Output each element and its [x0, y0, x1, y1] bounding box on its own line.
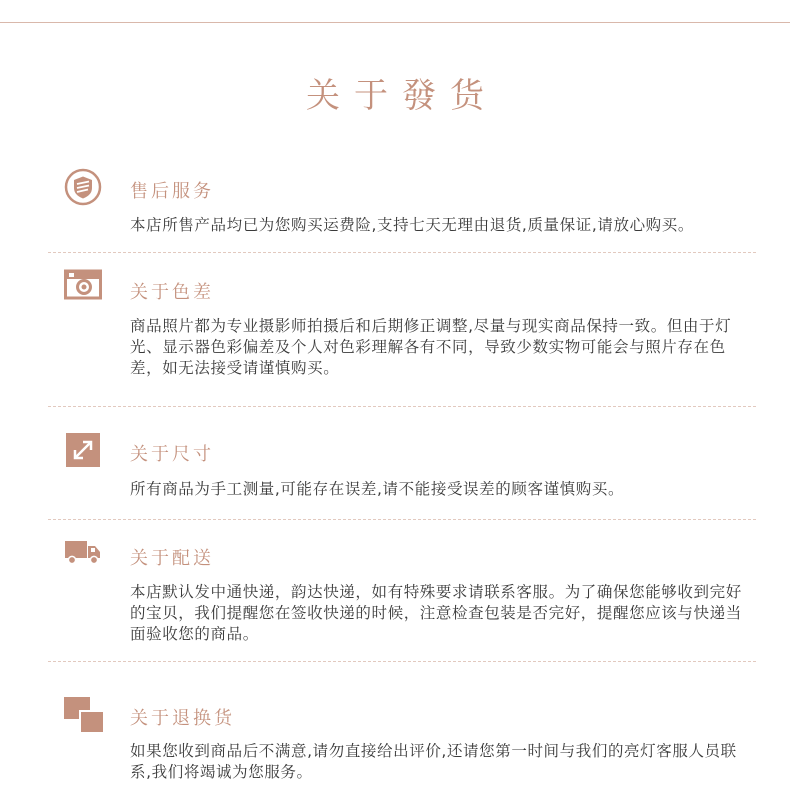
section-title: 关于配送 [130, 548, 214, 569]
truck-icon [65, 540, 101, 566]
section-title: 关于尺寸 [130, 444, 214, 465]
resize-icon [66, 433, 100, 467]
top-rule [0, 22, 790, 23]
section-divider [48, 661, 756, 662]
section-title: 售后服务 [130, 181, 214, 202]
section-divider [48, 252, 756, 253]
section-divider [48, 406, 756, 407]
return-box-icon [63, 696, 105, 734]
section-title: 关于退换货 [130, 708, 235, 729]
section-body: 商品照片都为专业摄影师拍摄后和后期修正调整,尽量与现实商品保持一致。但由于灯光、显示器色彩偏差及个人对色彩理解各有不同，导致少数实物可能会与照片存在色差，如无法接受请谨慎购买。 [130, 317, 732, 377]
camera-icon [64, 268, 102, 300]
page-title: 关于發货 [306, 76, 498, 116]
section-divider [48, 519, 756, 520]
shield-icon [64, 168, 102, 206]
section-body: 本店所售产品均已为您购买运费险,支持七天无理由退货,质量保证,请放心购买。 [130, 216, 694, 234]
section-body: 本店默认发中通快递，韵达快递，如有特殊要求请联系客服。为了确保您能够收到完好的宝贝，我们提醒您在签收快递的时候，注意检查包装是否完好，提醒您应该与快递当面验收您的商品。 [130, 583, 742, 643]
section-title: 关于色差 [130, 282, 214, 303]
section-body: 所有商品为手工测量,可能存在误差,请不能接受误差的顾客谨慎购买。 [130, 480, 625, 498]
section-body: 如果您收到商品后不满意,请勿直接给出评价,还请您第一时间与我们的亮灯客服人员联系,我们将竭诚为您服务。 [130, 742, 737, 781]
